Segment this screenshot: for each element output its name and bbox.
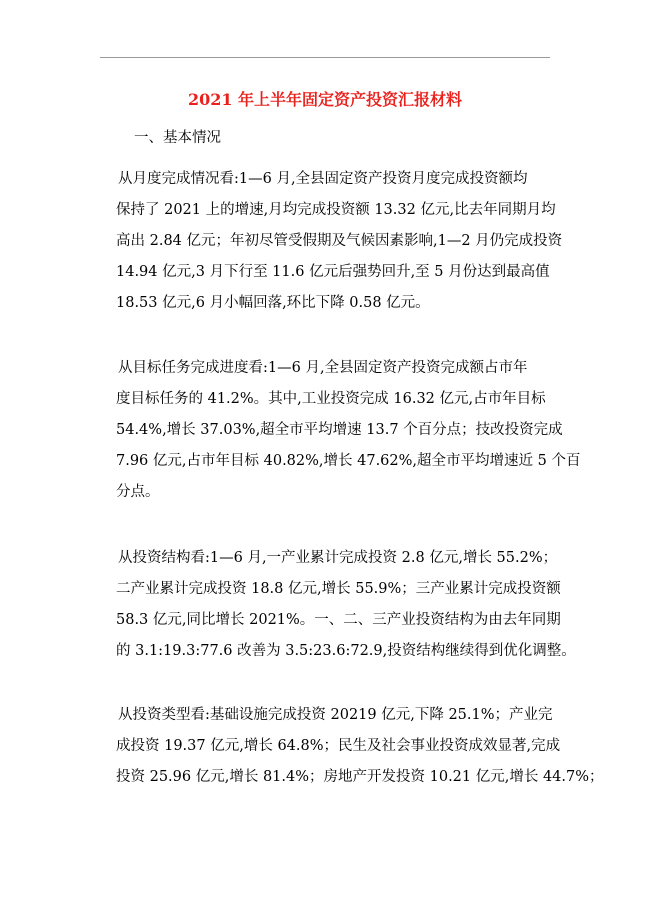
text-line: 从目标任务完成进度看:1—6 月,全县固定资产投资完成额占市年 [118, 360, 528, 376]
text-line: 7.96 亿元,占市年目标 40.82%,增长 47.62%,超全市平均增速近 5 个百 [116, 453, 581, 469]
section-heading: 一、基本情况 [134, 130, 221, 146]
text-line: 58.3 亿元,同比增长 2021%。一、二、三产业投资结构为由去年同期 [116, 612, 561, 628]
text-line: 度目标任务的 41.2%。其中,工业投资完成 16.32 亿元,占市年目标 [116, 391, 546, 407]
text-line: 54.4%,增长 37.03%,超全市平均增速 13.7 个百分点；技改投资完成 [116, 422, 563, 438]
text-line: 二产业累计完成投资 18.8 亿元,增长 55.9%；三产业累计完成投资额 [116, 581, 561, 597]
text-line: 从投资类型看:基础设施完成投资 20219 亿元,下降 25.1%；产业完 [118, 707, 553, 723]
text-line: 投资 25.96 亿元,增长 81.4%；房地产开发投资 10.21 亿元,增长 44.7%； [116, 769, 604, 785]
text-line: 18.53 亿元,6 月小幅回落,环比下降 0.58 亿元。 [116, 295, 430, 311]
document-title: 2021 年上半年固定资产投资汇报材料 [187, 90, 463, 109]
paragraph-investment-type [116, 700, 604, 793]
text-line: 从月度完成情况看:1—6 月,全县固定资产投资月度完成投资额均 [118, 171, 528, 187]
text-line: 的 3.1:19.3:77.6 改善为 3.5:23.6:72.9,投资结构继续得到优化调整。 [116, 643, 576, 659]
text-line: 保持了 2021 上的增速,月均完成投资额 13.32 亿元,比去年同期月均 [116, 202, 556, 218]
header-rule [100, 57, 550, 58]
text-line: 分点。 [116, 484, 160, 500]
paragraph-target-progress [116, 353, 581, 508]
text-line: 14.94 亿元,3 月下行至 11.6 亿元后强势回升,至 5 月份达到最高值 [116, 264, 550, 280]
text-line: 高出 2.84 亿元；年初尽管受假期及气候因素影响,1—2 月仍完成投资 [116, 233, 563, 249]
paragraph-investment-structure [116, 543, 576, 667]
paragraph-monthly-completion [116, 164, 563, 319]
text-line: 从投资结构看:1—6 月,一产业累计完成投资 2.8 亿元,增长 55.2%； [118, 550, 558, 566]
text-line: 成投资 19.37 亿元,增长 64.8%；民生及社会事业投资成效显著,完成 [116, 738, 561, 754]
